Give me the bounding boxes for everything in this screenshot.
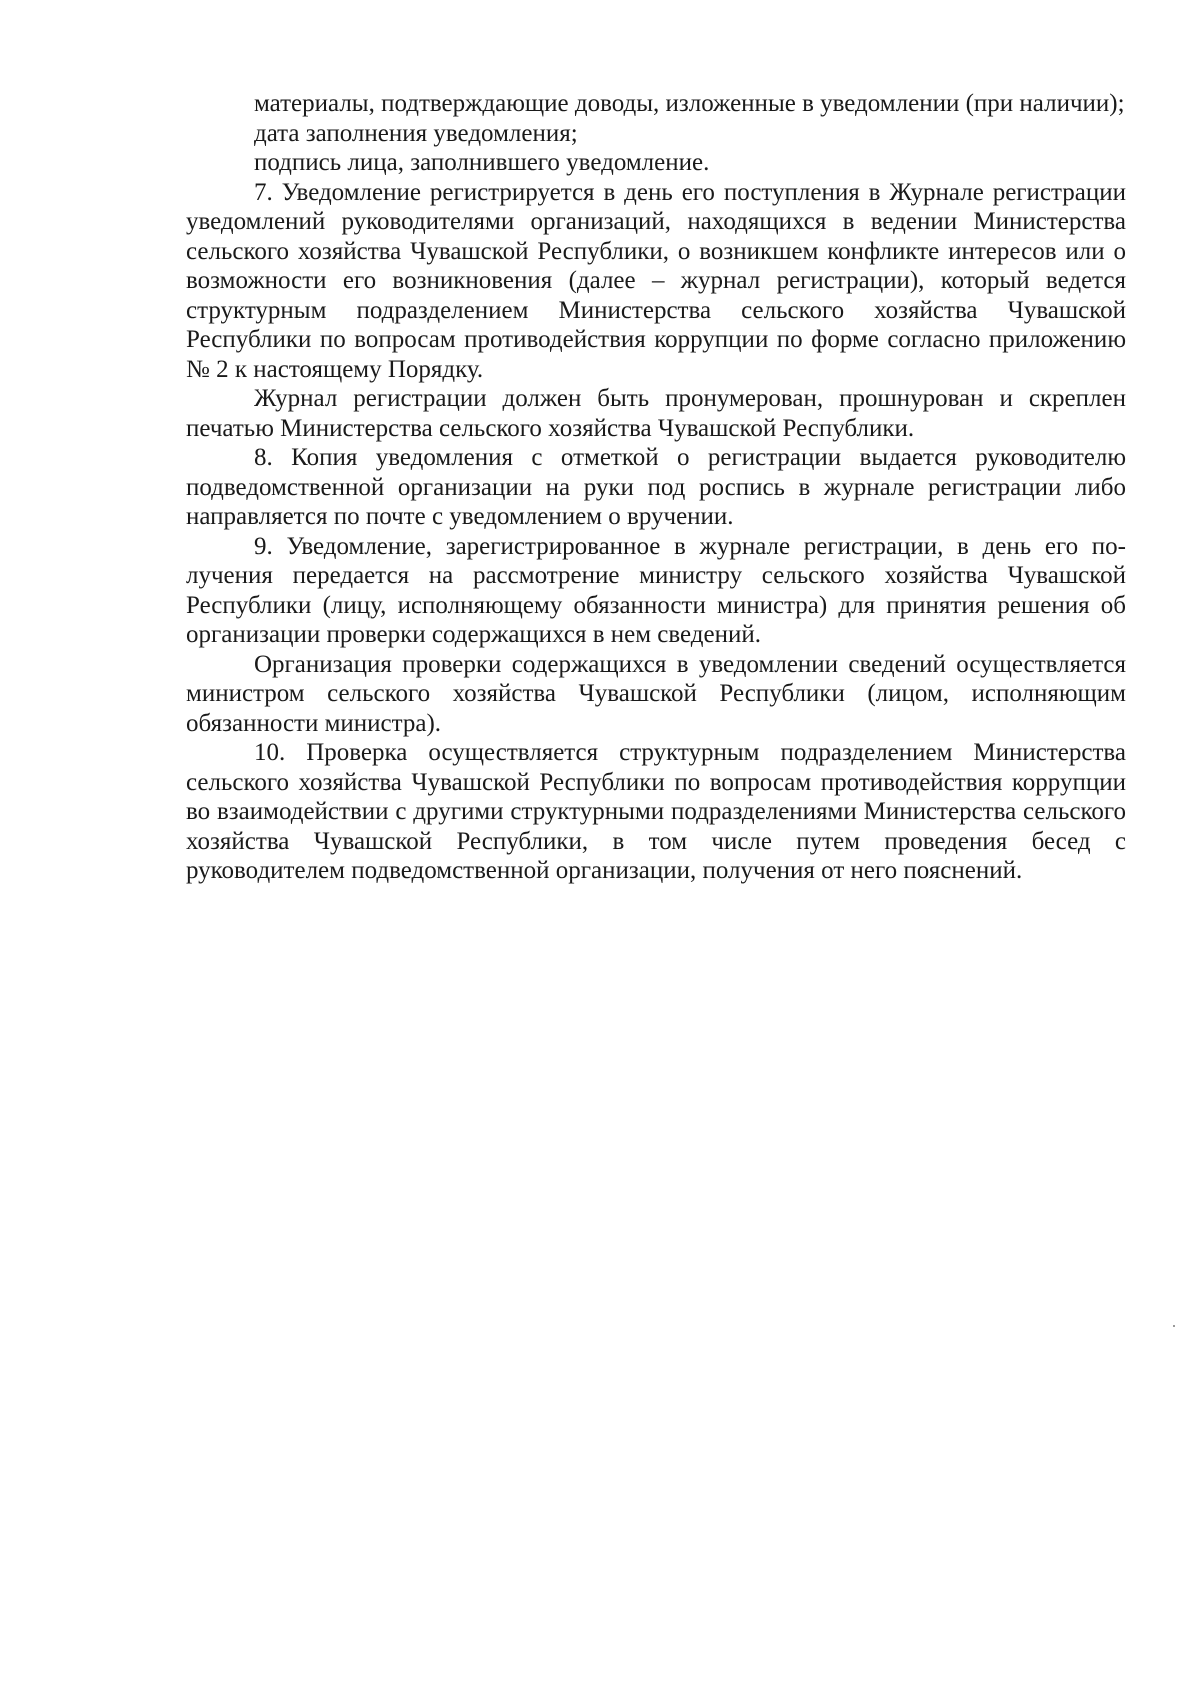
paragraph-materials: материалы, подтверждающие доводы, изложенные в уведомлении (при наличии); [254,90,1125,117]
paragraph-journal: Журнал регистрации должен быть пронумерован, прошнурован и скреплен печатью Министерства сельского хозяйства Чувашской Республики. [186,385,1126,442]
paragraph-verification-organization: Организация проверки содержащихся в уведомлении сведений осуществляется министром сельского хозяйства Чувашской Республики (лицом, исполняющим обязанности министра). [186,650,1126,737]
paragraph-clause-10: 10. Проверка осуществляется структурным подразделением Министерства сельского хозяйства Чувашской Республики по вопросам противодействия коррупции во взаимодействии с другими структурными подразделениями Министерства сельского хозяйства Чувашской Республики, в том числе путем проведения бесед с руководителем подведомственной организации, получения от него пояснений. [186,739,1126,884]
paragraph-clause-7: 7. Уведомление регистрируется в день его поступления в Журнале регистрации уведомлений руководителями организаций, находящихся в ведении Министерства сельского хозяйства Чувашской Республики, о возникшем конфликте интересов или о возможности его возникновения (далее – журнал регистрации), который ведется структурным подразделением Министерства сельского хозяйства Чувашской Республики по вопросам противодействия коррупции по форме согласно приложению № 2 к настоящему Порядку. [186,178,1126,383]
paragraph-clause-9: 9. Уведомление, зарегистрированное в журнале регистрации, в день его получения передается на рассмотрение министру сельского хозяйства Чувашской Республики (лицу, исполняющему обязанности министра) для принятия решения об организации проверки содержащихся в нем сведений. [186,532,1126,648]
document-body [186,89,1126,886]
paragraph-signature: подпись лица, заполнившего уведомление. [254,149,710,176]
paragraph-clause-8: 8. Копия уведомления с отметкой о регистрации выдается руководителю подведомственной организации на руки под роспись в журнале регистрации либо направляется по почте с уведомлением о вручении. [186,444,1126,530]
scan-speck [1173,1325,1175,1327]
paragraph-fill-date: дата заполнения уведомления; [254,119,578,147]
